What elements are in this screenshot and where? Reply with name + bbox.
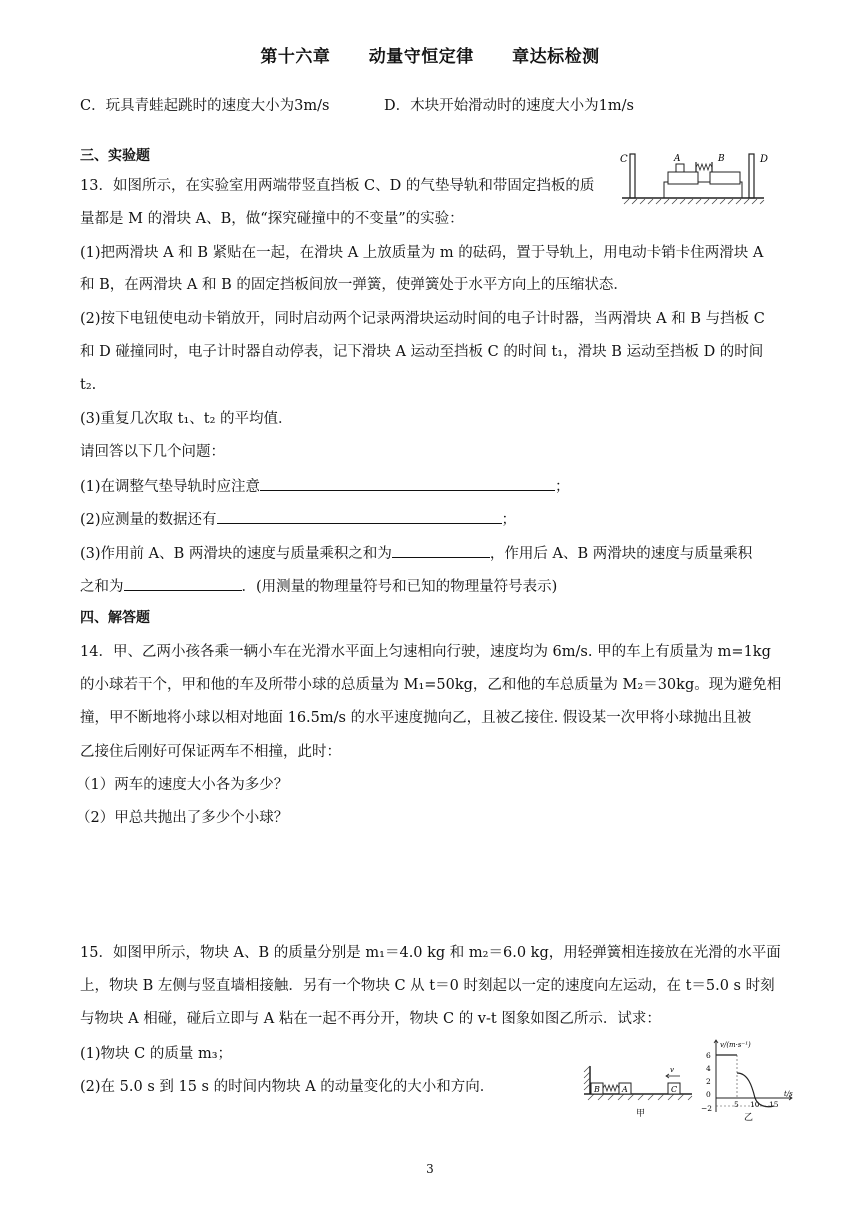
x-tick-5: 5 <box>734 1100 739 1109</box>
q13-line-5: (2)按下电钮使电动卡销放开，同时启动两个记录两滑块运动时间的电子计时器，当两滑块 A 和 B 与挡板 C <box>80 311 765 327</box>
q14-line-4: 乙接住后刚好可保证两车不相撞，此时： <box>80 744 341 760</box>
q13-line-9: 请回答以下几个问题： <box>80 444 225 460</box>
y-tick-0: 0 <box>706 1090 711 1099</box>
x-axis-label: t/s <box>784 1090 793 1098</box>
section-heading-experiment: 三、实验题 <box>80 148 150 164</box>
q13-line-4: 和 B，在两滑块 A 和 B 的固定挡板间放一弹簧，使弹簧处于水平方向上的压缩状态． <box>80 277 628 293</box>
x-tick-15: 15 <box>769 1100 779 1109</box>
answer-blank-3[interactable] <box>392 543 490 558</box>
q13-sub-3-text-d: ．(用测量的物理量符号和已知的物理量符号表示) <box>241 579 558 595</box>
ground-hatch <box>624 199 764 204</box>
q13-sub-3-cont <box>80 576 557 597</box>
vt-graph-yi <box>700 1036 800 1122</box>
q13-sub-2-text: (2)应测量的数据还有 <box>80 512 217 528</box>
q13-sub-1-text: (1)在调整气垫导轨时应注意 <box>80 479 261 495</box>
topic-label: 动量守恒定律 <box>368 47 474 67</box>
q13-sub-2 <box>80 509 516 530</box>
q13-line-7: t₂. <box>80 377 97 393</box>
slider-a <box>668 172 698 184</box>
q13-sub-1 <box>80 476 570 497</box>
baffle-c <box>630 154 635 198</box>
baffle-d <box>749 154 754 198</box>
q14-line-3: 撞，甲不断地将小球以相对地面 16.5m/s 的水平速度抛向乙，且被乙接住. 假设某一次甲将小球抛出且被 <box>80 710 752 726</box>
q13-line-1: 13．如图所示，在实验室用两端带竖直挡板 C、D 的气垫导轨和带固定挡板的质 <box>80 178 595 194</box>
chapter-label: 第十六章 <box>260 47 331 67</box>
q13-sub-3 <box>80 543 752 564</box>
block-b-label: B <box>594 1085 600 1094</box>
q15-sub-2: (2)在 5.0 s 到 15 s 的时间内物块 A 的动量变化的大小和方向． <box>80 1079 495 1095</box>
spring <box>603 1085 619 1091</box>
page-number: 3 <box>426 1162 434 1176</box>
q15-line-2: 上，物块 B 左侧与竖直墙相接触．另有一个物块 C 从 t＝0 时刻起以一定的速度向左运动，在 t＝5.0 s 时刻 <box>80 978 775 994</box>
q14-sub-2: （2）甲总共抛出了多少个小球？ <box>76 810 289 826</box>
q13-sub-3-text-a: (3)作用前 A、B 两滑块的速度与质量乘积之和为 <box>80 546 392 562</box>
block-a-label: A <box>622 1085 628 1094</box>
spring <box>696 164 712 170</box>
fig-label-d: D <box>760 154 769 165</box>
y-tick-4: 4 <box>706 1064 711 1073</box>
q13-sub-3-text-b: ，作用后 A、B 两滑块的速度与质量乘积 <box>489 546 753 562</box>
floor-hatch <box>588 1094 692 1100</box>
air-track-figure <box>618 148 778 212</box>
wall-hatch <box>584 1066 590 1090</box>
answer-blank-1[interactable] <box>260 476 555 491</box>
q13-sub-1-end: ； <box>555 479 570 495</box>
test-label: 章达标检测 <box>512 47 600 67</box>
block-c-label: C <box>671 1085 678 1094</box>
q15-line-1: 15．如图甲所示，物块 A、B 的质量分别是 m₁＝4.0 kg 和 m₂＝6.0 kg，用轻弹簧相连接放在光滑的水平面 <box>80 945 781 961</box>
q14-sub-1: （1）两车的速度大小各为多少？ <box>76 777 289 793</box>
x-tick-10: 10 <box>750 1100 760 1109</box>
blocks-figure-jia <box>580 1052 700 1122</box>
caption-yi: 乙 <box>744 1113 754 1122</box>
fig-label-a: A <box>674 154 681 164</box>
weight-block <box>676 164 684 172</box>
velocity-label: v <box>670 1066 674 1074</box>
page-header <box>0 42 860 67</box>
q13-line-8: (3)重复几次取 t₁、t₂ 的平均值． <box>80 411 293 427</box>
fig-label-c: C <box>620 154 628 165</box>
q13-line-3: (1)把两滑块 A 和 B 紧贴在一起，在滑块 A 上放质量为 m 的砝码，置于导轨上，用电动卡销卡住两滑块 A <box>80 245 764 261</box>
q13-line-6: 和 D 碰撞同时，电子计时器自动停表，记下滑块 A 运动至挡板 C 的时间 t₁，滑块 B 运动至挡板 D 的时间 <box>80 344 764 360</box>
q13-sub-3-text-c: 之和为 <box>80 579 124 595</box>
answer-blank-4[interactable] <box>124 576 242 591</box>
option-c: C．玩具青蛙起跳时的速度大小为3m/s <box>80 98 330 114</box>
y-tick-6: 6 <box>706 1051 711 1060</box>
y-axis-label: v/(m·s⁻¹) <box>720 1041 751 1049</box>
q13-line-2: 量都是 M 的滑块 A、B，做“探究碰撞中的不变量”的实验： <box>80 211 464 227</box>
y-tick-neg2: −2 <box>701 1104 713 1113</box>
answer-blank-2[interactable] <box>217 509 502 524</box>
q14-line-1: 14．甲、乙两小孩各乘一辆小车在光滑水平面上匀速相向行驶，速度均为 6m/s. 甲的车上有质量为 m=1kg <box>80 644 771 660</box>
fig-label-b: B <box>718 154 725 164</box>
y-tick-2: 2 <box>706 1077 711 1086</box>
q13-sub-2-end: ； <box>501 512 517 528</box>
q15-line-3: 与物块 A 相碰，碰后立即与 A 粘在一起不再分开，物块 C 的 v-t 图象如图乙所示．试求： <box>80 1011 661 1027</box>
caption-jia: 甲 <box>636 1109 646 1119</box>
slider-b <box>710 172 740 184</box>
q14-line-2: 的小球若干个，甲和他的车及所带小球的总质量为 M₁=50kg，乙和他的车总质量为 M₂＝30kg。现为避免相 <box>80 677 782 693</box>
option-d: D．木块开始滑动时的速度大小为1m/s <box>384 98 634 114</box>
q15-sub-1: (1)物块 C 的质量 m₃； <box>80 1046 233 1062</box>
section-heading-solve: 四、解答题 <box>80 610 150 626</box>
